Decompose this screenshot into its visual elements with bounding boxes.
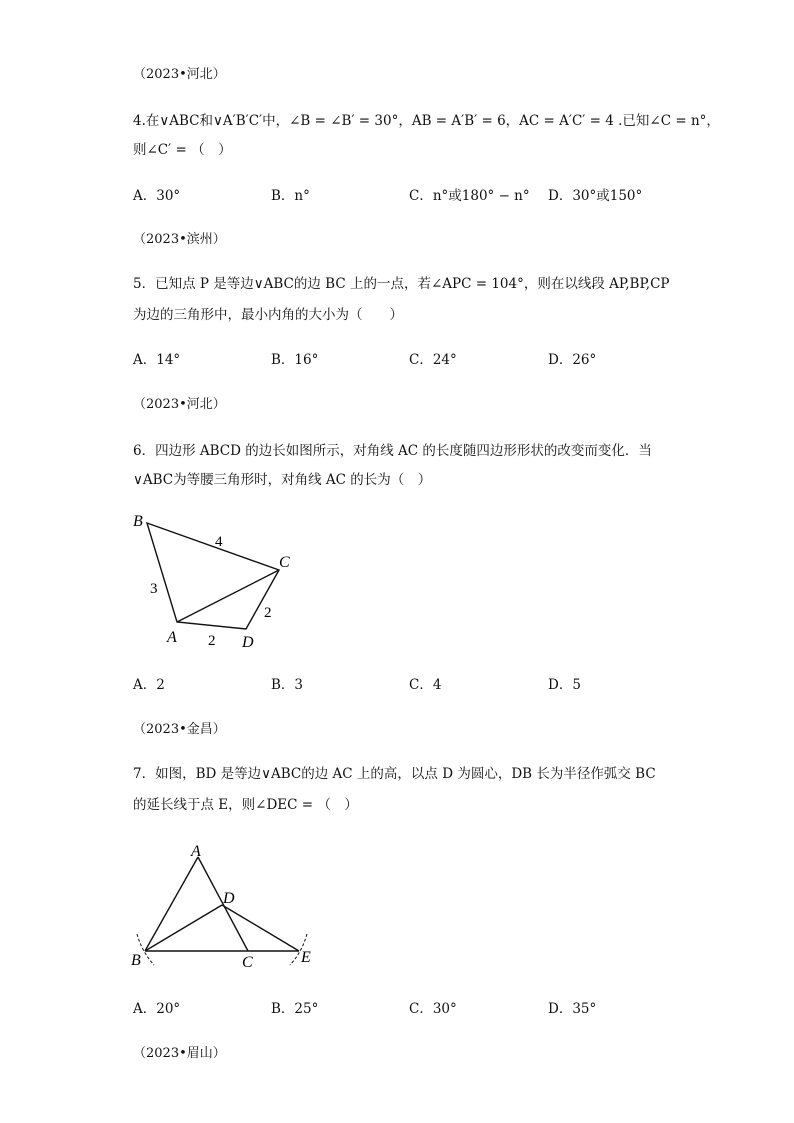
label-a: A: [167, 629, 177, 646]
q5-option-d[interactable]: D．26°: [548, 352, 597, 368]
q7-option-c[interactable]: C．30°: [409, 1001, 457, 1017]
label-b: B: [133, 513, 143, 530]
q5-text-line2: 为边的三角形中，最小内角的大小为（ ）: [133, 307, 403, 323]
q7-text-line1: 7．如图，BD 是等边∨ABC的边 AC 上的高，以点 D 为圆心，DB 长为半径作弧交 BC: [133, 766, 656, 782]
q7-option-b[interactable]: B．25°: [271, 1001, 319, 1017]
side-ab: [145, 857, 198, 951]
label-a: A: [191, 843, 201, 860]
q4-option-d[interactable]: D．30°或150°: [548, 188, 643, 204]
q7-option-d[interactable]: D．35°: [548, 1001, 597, 1017]
q6-option-d[interactable]: D．5: [548, 677, 581, 693]
altitude-bd: [145, 905, 222, 951]
q6-option-a[interactable]: A．2: [133, 677, 165, 693]
label-d: D: [223, 890, 235, 907]
q6-source: （2023•河北）: [133, 397, 226, 412]
segment-de: [222, 905, 299, 951]
q5-option-a[interactable]: A．14°: [133, 352, 181, 368]
q7-triangle-figure: [125, 838, 325, 973]
q4-option-c[interactable]: C．n°或180° − n°: [409, 188, 530, 204]
q5-option-c[interactable]: C．24°: [409, 352, 457, 368]
q6-option-b[interactable]: B．3: [271, 677, 304, 693]
label-e: E: [301, 949, 311, 966]
q7-source: （2023•金昌）: [133, 722, 226, 737]
q6-quadrilateral-figure: [125, 505, 315, 655]
footer-source: （2023•眉山）: [133, 1046, 226, 1061]
length-cd: 2: [264, 605, 272, 621]
length-ab: 3: [150, 581, 158, 597]
label-c: C: [279, 554, 290, 571]
label-d: D: [242, 634, 254, 651]
q4-option-b[interactable]: B．n°: [271, 188, 310, 204]
q4-source: （2023•河北）: [133, 67, 226, 82]
q4-text-line1: 4.在∨ABC和∨A′B′C′中，∠B = ∠B′ = 30°，AB = A′B′ = 6，AC = A′C′ = 4 .已知∠C = n°，: [133, 113, 720, 129]
q6-text-line2: ∨ABC为等腰三角形时，对角线 AC 的长为（ ）: [133, 472, 432, 488]
length-ad: 2: [208, 633, 216, 649]
q4-option-a[interactable]: A．30°: [133, 188, 181, 204]
label-b: B: [131, 952, 141, 969]
q5-source: （2023•滨州）: [133, 232, 226, 247]
q7-text-line2: 的延长线于点 E，则∠DEC = （ ）: [133, 797, 358, 813]
q4-text-line2: 则∠C′ = （ ）: [133, 142, 232, 158]
q6-text-line1: 6．四边形 ABCD 的边长如图所示，对角线 AC 的长度随四边形形状的改变而变化．当: [133, 443, 652, 459]
length-bc: 4: [215, 534, 223, 550]
q7-option-a[interactable]: A．20°: [133, 1001, 181, 1017]
q6-option-c[interactable]: C．4: [409, 677, 442, 693]
q5-option-b[interactable]: B．16°: [271, 352, 319, 368]
quad-abcd-outline: [147, 523, 279, 629]
label-c: C: [242, 954, 253, 971]
q5-text-line1: 5．已知点 P 是等边∨ABC的边 BC 上的一点，若∠APC = 104°，则在以线段 AP,BP,CP: [133, 276, 670, 292]
